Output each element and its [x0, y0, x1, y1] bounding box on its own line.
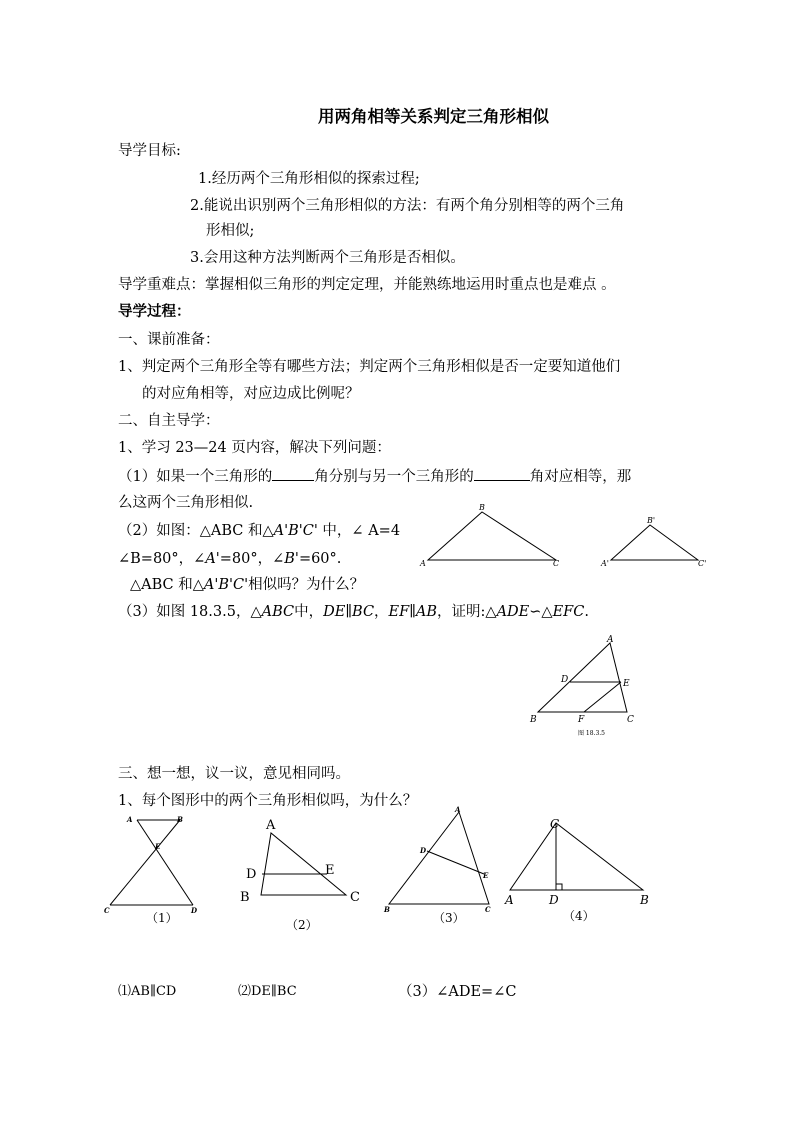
f2-label-c: C	[350, 890, 360, 905]
fig1835-label-c: C	[627, 715, 634, 725]
section1-question: 1、判定两个三角形全等有哪些方法；判定两个三角形相似是否一定要知道他们	[118, 359, 621, 375]
process-heading: 导学过程：	[118, 303, 191, 320]
f2-label-d: D	[246, 867, 257, 882]
objective-3: 3.会用这种方法判断两个三角形是否相似。	[190, 250, 465, 266]
problem3-line	[118, 602, 589, 622]
f4-caption: （4）	[563, 909, 595, 923]
f1-label-a: A	[127, 815, 133, 824]
f1-label-c: C	[104, 906, 110, 915]
f3-caption: （3）	[433, 911, 465, 925]
objective-1: 1.经历两个三角形相似的探索过程;	[198, 171, 420, 187]
fig1835-label-b: B	[530, 715, 537, 725]
triangle-prime-label: A'B'C'	[273, 523, 318, 539]
problem2-text-c: ∠B=80°，∠	[118, 551, 206, 567]
problem3-text-j: .	[584, 604, 589, 620]
problem1-text-c: 角对应相等，那	[529, 469, 632, 485]
f1-label-b: B	[177, 815, 183, 824]
f3-label-d: D	[420, 846, 427, 855]
section2-heading: 二、自主导学：	[118, 413, 220, 429]
condition-3: （3）∠ADE=∠C	[398, 984, 517, 1000]
problem2-text-g: =60°.	[298, 551, 342, 567]
problem2-text-e: =80°，∠	[219, 551, 285, 567]
problem3-abc: ABC	[261, 604, 295, 620]
f1-label-e: E	[155, 842, 161, 851]
angle-b-prime: B'	[284, 551, 299, 567]
tri1-label-b: B	[479, 503, 485, 512]
problem1-text-a: （1）如果一个三角形的	[118, 469, 273, 485]
problem3-efc: EFC	[552, 604, 585, 620]
tri1-label-c: C	[553, 559, 560, 568]
f3-label-c: C	[485, 905, 491, 914]
problem2-line2	[118, 549, 341, 569]
page-title: 用两角相等关系判定三角形相似	[318, 107, 549, 126]
objectives-heading: 导学目标:	[118, 143, 181, 159]
section1-question-cont: 的对应角相等，对应边成比例呢？	[142, 386, 360, 402]
problem3-text-a: （3）如图 18.3.5，△	[118, 604, 262, 620]
problem1-line2: 么这两个三角形相似.	[118, 495, 254, 511]
section1-heading: 一、课前准备：	[118, 332, 220, 348]
f3-label-a: A	[455, 805, 461, 814]
problem3-text-h: ∽△	[529, 604, 553, 620]
problem3-ef-ab: EF∥AB	[388, 604, 438, 620]
f1-label-d: D	[191, 906, 198, 915]
tri1-label-a: A	[420, 559, 426, 568]
fig1835-label-a: A	[607, 635, 614, 645]
problem2-text-h: △ABC 和△	[130, 577, 204, 593]
section2-question: 1、学习 23—24 页内容，解决下列问题：	[118, 440, 391, 456]
problem1-line	[118, 466, 631, 487]
objective-2-cont: 形相似;	[206, 223, 255, 239]
fig1835-label-e: E	[623, 679, 630, 689]
f2-label-a: A	[266, 818, 276, 833]
problem2-text-j: 相似吗？为什么？	[248, 577, 365, 593]
fill-blank-1[interactable]	[272, 466, 314, 481]
f1-caption: （1）	[146, 911, 178, 925]
f2-label-e: E	[325, 863, 335, 878]
fig1835-label-d: D	[561, 675, 569, 685]
problem3-ade: ADE	[496, 604, 530, 620]
tri2-label-c: C'	[698, 559, 707, 568]
f3-label-b: B	[384, 905, 390, 914]
fig1835-label-f: F	[578, 715, 585, 725]
fill-blank-2[interactable]	[474, 466, 530, 481]
angle-a-prime: A'	[205, 551, 220, 567]
objective-2: 2.能说出识别两个三角形相似的方法：有两个角分别相等的两个三角	[190, 198, 625, 214]
condition-2: ⑵DE∥BC	[238, 984, 297, 999]
problem2-line1	[118, 521, 400, 541]
f3-label-e: E	[483, 871, 489, 880]
f4-label-d: D	[549, 893, 559, 907]
problem2-line3	[130, 575, 364, 595]
problem2-text-b: 中，∠ A=4	[317, 523, 401, 539]
section3-heading: 三、想一想，议一议，意见相同吗。	[118, 766, 350, 782]
condition-1: ⑴AB∥CD	[118, 984, 177, 999]
problem3-text-b: 中，	[294, 604, 324, 620]
key-points: 导学重难点：掌握相似三角形的判定定理，并能熟练地运用时重点也是难点 。	[118, 277, 616, 293]
problem3-text-f: ，证明:△	[437, 604, 497, 620]
problem2-text-a: （2）如图：△ABC 和△	[118, 523, 274, 539]
fig1835-caption: 图 18.3.5	[578, 730, 605, 737]
f4-label-b: B	[640, 893, 649, 907]
f2-label-b: B	[240, 890, 250, 905]
problem3-text-d: ，	[374, 604, 389, 620]
problem3-de-bc: DE∥BC	[323, 604, 375, 620]
f4-label-c: C	[550, 817, 560, 831]
section3-question: 1、每个图形中的两个三角形相似吗，为什么？	[118, 793, 418, 809]
problem1-text-b: 角分别与另一个三角形的	[314, 469, 474, 485]
tri2-label-a: A'	[601, 559, 609, 568]
tri2-label-b: B'	[647, 516, 656, 525]
f2-caption: （2）	[286, 918, 318, 932]
triangle-prime-label-2: A'B'C'	[203, 577, 249, 593]
f4-label-a: A	[505, 893, 514, 907]
